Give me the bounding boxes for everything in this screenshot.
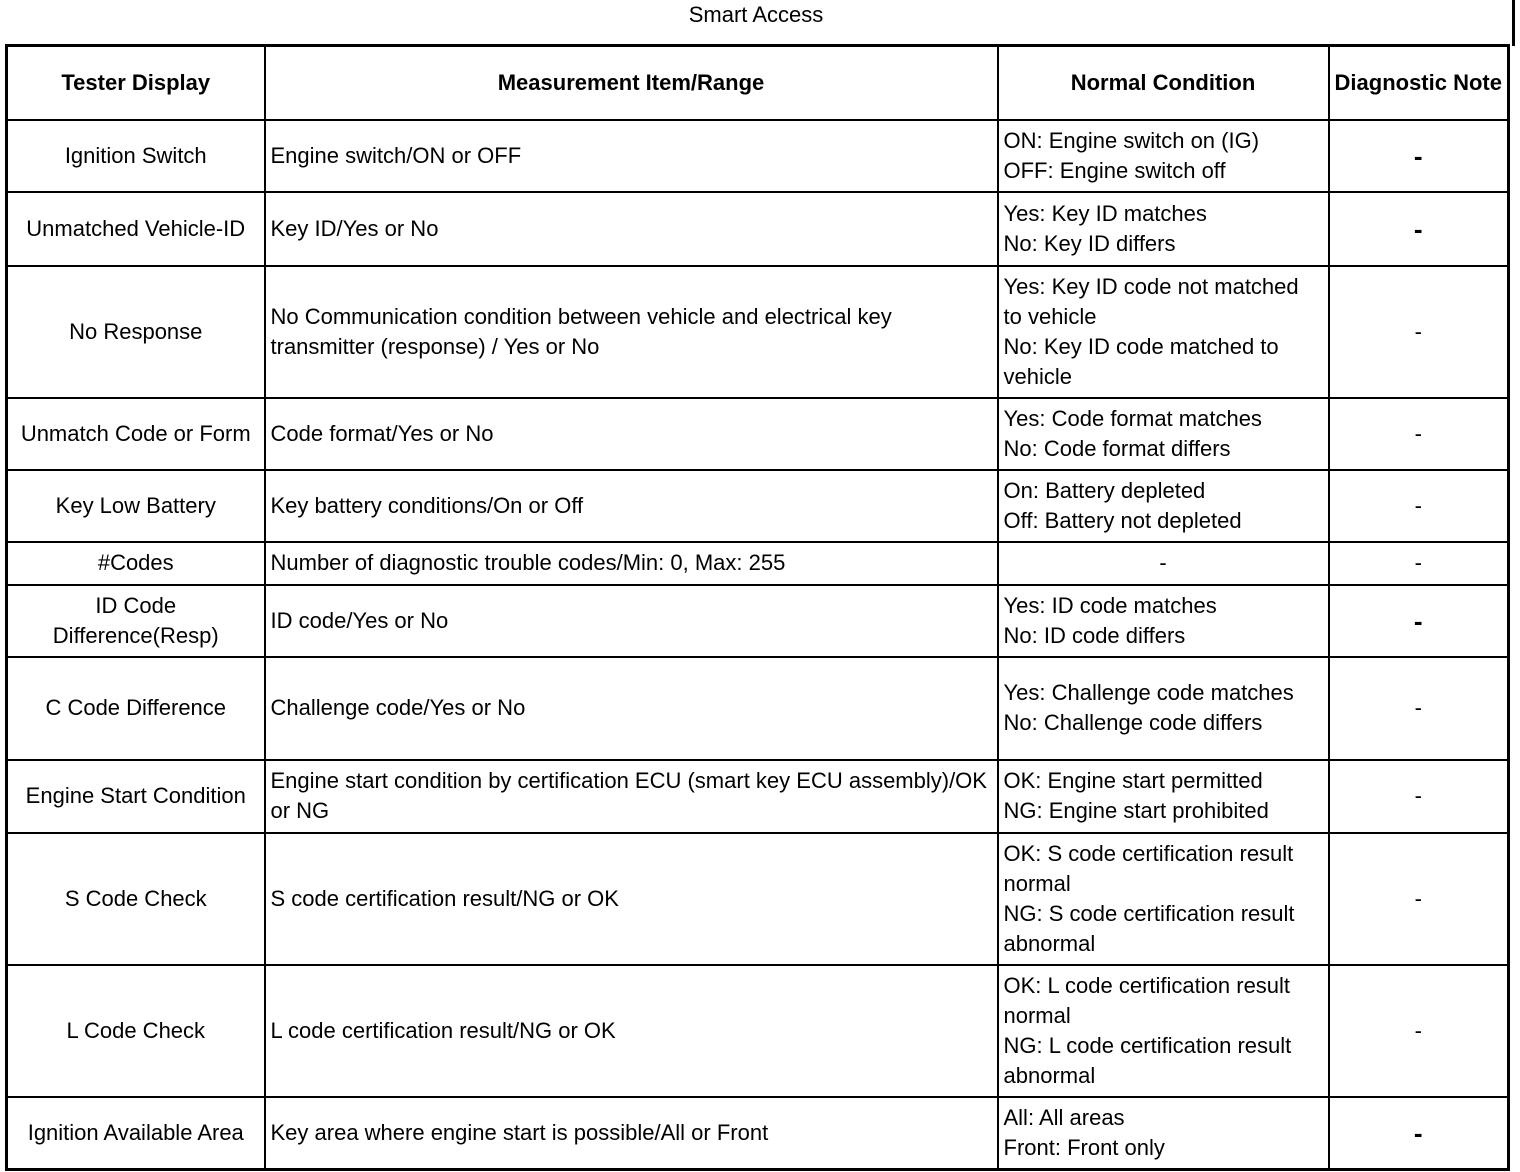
- header-diagnostic-note: Diagnostic Note: [1329, 46, 1509, 120]
- table-row: [7, 833, 1509, 965]
- normal-condition-cell: Yes: Code format matches No: Code format differs: [998, 398, 1329, 470]
- table-row: [7, 965, 1509, 1097]
- measurement-item-cell: Engine start condition by certification ECU (smart key ECU assembly)/OK or NG: [265, 760, 998, 833]
- header-measurement-item: Measurement Item/Range: [265, 46, 998, 120]
- measurement-item-cell: No Communication condition between vehicle and electrical key transmitter (response) / Yes or No: [265, 266, 998, 398]
- diagnostic-note-cell: -: [1329, 120, 1509, 192]
- table-row: [7, 760, 1509, 833]
- tester-display-cell: C Code Difference: [7, 657, 265, 760]
- tester-display-cell: #Codes: [7, 542, 265, 585]
- measurement-item-cell: ID code/Yes or No: [265, 585, 998, 657]
- tester-display-cell: Unmatched Vehicle-ID: [7, 192, 265, 266]
- diagnostic-note-cell: -: [1329, 542, 1509, 585]
- measurement-item-cell: Key ID/Yes or No: [265, 192, 998, 266]
- measurement-item-cell: Key battery conditions/On or Off: [265, 470, 998, 542]
- header-tester-display: Tester Display: [7, 46, 265, 120]
- normal-condition-cell: Yes: Key ID code not matched to vehicle No: Key ID code matched to vehicle: [998, 266, 1329, 398]
- diagnostic-note-cell: -: [1329, 833, 1509, 965]
- tester-display-cell: ID Code Difference(Resp): [7, 585, 265, 657]
- diagnostic-note-cell: -: [1329, 398, 1509, 470]
- table-row: [7, 470, 1509, 542]
- diagnostic-note-cell: -: [1329, 657, 1509, 760]
- diagnostic-note-cell: -: [1329, 470, 1509, 542]
- header-row: [7, 46, 1509, 120]
- tester-display-cell: Ignition Switch: [7, 120, 265, 192]
- tester-display-cell: Ignition Available Area: [7, 1097, 265, 1170]
- table-row: [7, 1097, 1509, 1170]
- normal-condition-cell: Yes: ID code matches No: ID code differs: [998, 585, 1329, 657]
- normal-condition-cell: -: [998, 542, 1329, 585]
- table-row: [7, 542, 1509, 585]
- page-title: Smart Access: [688, 2, 824, 27]
- smart-access-table: [5, 44, 1510, 1171]
- normal-condition-cell: ON: Engine switch on (IG) OFF: Engine switch off: [998, 120, 1329, 192]
- diagnostic-note-cell: -: [1329, 760, 1509, 833]
- table-row: [7, 192, 1509, 266]
- normal-condition-cell: Yes: Challenge code matches No: Challenge code differs: [998, 657, 1329, 760]
- measurement-item-cell: Number of diagnostic trouble codes/Min: 0, Max: 255: [265, 542, 998, 585]
- tester-display-cell: No Response: [7, 266, 265, 398]
- header-normal-condition: Normal Condition: [998, 46, 1329, 120]
- tester-display-cell: S Code Check: [7, 833, 265, 965]
- normal-condition-cell: OK: L code certification result normal NG: L code certification result abnormal: [998, 965, 1329, 1097]
- measurement-item-cell: Challenge code/Yes or No: [265, 657, 998, 760]
- measurement-item-cell: Engine switch/ON or OFF: [265, 120, 998, 192]
- diagnostic-note-cell: -: [1329, 266, 1509, 398]
- tester-display-cell: Unmatch Code or Form: [7, 398, 265, 470]
- normal-condition-cell: Yes: Key ID matches No: Key ID differs: [998, 192, 1329, 266]
- table-row: [7, 657, 1509, 760]
- table-row: [7, 266, 1509, 398]
- diagnostic-note-cell: -: [1329, 1097, 1509, 1170]
- table-row: [7, 398, 1509, 470]
- normal-condition-cell: OK: Engine start permitted NG: Engine start prohibited: [998, 760, 1329, 833]
- tester-display-cell: Engine Start Condition: [7, 760, 265, 833]
- normal-condition-cell: All: All areas Front: Front only: [998, 1097, 1329, 1170]
- normal-condition-cell: OK: S code certification result normal NG: S code certification result abnormal: [998, 833, 1329, 965]
- table-row: [7, 585, 1509, 657]
- table-row: [7, 120, 1509, 192]
- tester-display-cell: L Code Check: [7, 965, 265, 1097]
- tester-display-cell: Key Low Battery: [7, 470, 265, 542]
- measurement-item-cell: S code certification result/NG or OK: [265, 833, 998, 965]
- diagnostic-note-cell: -: [1329, 965, 1509, 1097]
- diagnostic-note-cell: -: [1329, 585, 1509, 657]
- measurement-item-cell: Key area where engine start is possible/All or Front: [265, 1097, 998, 1170]
- measurement-item-cell: Code format/Yes or No: [265, 398, 998, 470]
- edge-line: [1512, 0, 1515, 46]
- measurement-item-cell: L code certification result/NG or OK: [265, 965, 998, 1097]
- normal-condition-cell: On: Battery depleted Off: Battery not depleted: [998, 470, 1329, 542]
- diagnostic-note-cell: -: [1329, 192, 1509, 266]
